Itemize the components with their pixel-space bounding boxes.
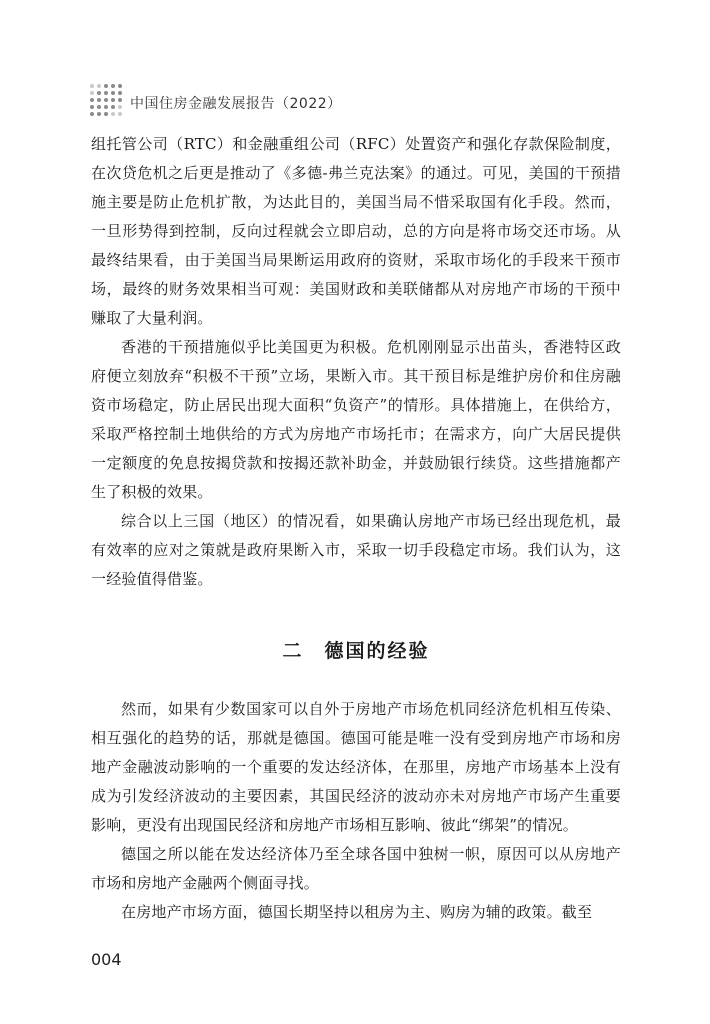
paragraph: 在房地产市场方面，德国长期坚持以租房为主、购房为辅的政策。截至 [121,903,593,921]
page-number: 004 [91,950,122,969]
section-heading: 二 德国的经验 [282,640,430,662]
paragraph: 综合以上三国（地区）的情况看，如果确认房地产市场已经出现危机，最有效率的应对之策就是政府果断入市，采取一切手段稳定市场。我们认为，这一经验值得借鉴。 [91,512,621,588]
running-header [90,84,630,116]
report-title: 中国住房金融发展报告（2022） [130,96,342,112]
paragraph: 组托管公司（RTC）和金融重组公司（RFC）处置资产和强化存款保险制度，在次贷危机之后更是推动了《多德-弗兰克法案》的通过。可见，美国的干预措施主要是防止危机扩散，为达此目的，美国当局不惜采取国有化手段。然而，一旦形势得到控制，反向过程就会立即启动，总的方向是将市场交还市场。从最终结果看，由于美国当局果断运用政府的资财，采取市场化的手段来干预市场，最终的财务效果相当可观：美国财政和美联储都从对房地产市场的干预中赚取了大量利润。 [91,135,621,327]
page-body [91,130,621,927]
paragraph: 德国之所以能在发达经济体乃至全球各国中独树一帜，原因可以从房地产市场和房地产金融两个侧面寻找。 [91,845,621,892]
dot-grid-icon [90,84,122,116]
paragraph: 香港的干预措施似乎比美国更为积极。危机刚刚显示出苗头，香港特区政府便立刻放弃“积极不干预”立场，果断入市。其干预目标是维护房价和住房融资市场稳定，防止居民出现大面积“负资产”的情形。具体措施上，在供给方，采取严格控制土地供给的方式为房地产市场托市；在需求方，向广大居民提供一定额度的免息按揭贷款和按揭还款补助金，并鼓励银行续贷。这些措施都产生了积极的效果。 [91,338,621,501]
paragraph: 然而，如果有少数国家可以自外于房地产市场危机同经济危机相互传染、相互强化的趋势的话，那就是德国。德国可能是唯一没有受到房地产市场和房地产金融波动影响的一个重要的发达经济体，在那里，房地产市场基本上没有成为引发经济波动的主要因素，其国民经济的波动亦未对房地产市场产生重要影响，更没有出现国民经济和房地产市场相互影响、彼此“绑架”的情况。 [91,700,621,834]
